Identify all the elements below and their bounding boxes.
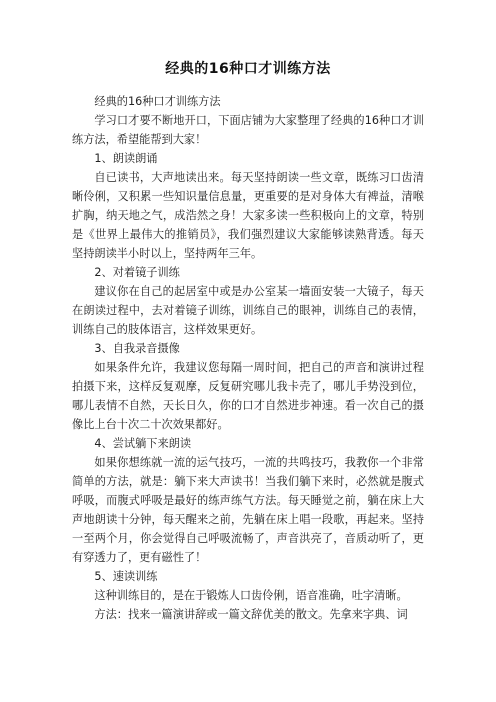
section-body-4: 如果你想练就一流的运气技巧，一流的共鸣技巧，我教你一个非常简单的方法，就是：躺下来大声读书！当我们躺下来时，必然就是腹式呼吸，而腹式呼吸是最好的练声练气方法。每天睡觉之前，躺在床上大声地朗读十分钟，每天醒来之前，先躺在床上唱一段歌，再起来。坚持一至两个月，你会觉得自己呼吸流畅了，声音洪亮了，音质动听了，更有穿透力了，更有磁性了！ [72, 456, 424, 564]
section-heading-4: 4、尝试躺下来朗读 [94, 437, 192, 450]
document-title: 经典的16种口才训练方法 [165, 61, 331, 77]
section-heading-3: 3、自我录音摄像 [94, 342, 180, 355]
section-body-1: 自已读书，大声地读出来。每天坚持朗读一些文章，既练习口齿清晰伶俐，又积累一些知识量信息量，更重要的是对身体大有裨益，清喉扩胸，纳天地之气，成浩然之身！大家多读一些积极向上的文章，特别是《世界上最伟大的推销员》，我们强烈建议大家能够读熟背透。每天坚持朗读半小时以上，坚持两年三年。 [72, 171, 424, 260]
section-heading-1: 1、朗读朗诵 [94, 152, 158, 165]
section-body-5: 这种训练目的，是在于锻炼人口齿伶俐，语音准确，吐字清晰。 [94, 589, 408, 602]
section-heading-2: 2、对着镜子训练 [94, 266, 180, 279]
intro-paragraph: 学习口才要不断地开口，下面店铺为大家整理了经典的16种口才训练方法，希望能帮到大家！ [72, 114, 424, 146]
document-subtitle: 经典的16种口才训练方法 [94, 95, 221, 108]
section-heading-5: 5、速读训练 [94, 570, 158, 583]
section-body-3: 如果条件允许，我建议您每隔一周时间，把自己的声音和演讲过程拍摄下来，这样反复观摩，反复研究哪儿我卡壳了，哪儿手势没到位，哪儿表情不自然，天长日久，你的口才自然进步神速。看一次自己的摄像比上台十次二十次效果都好。 [72, 361, 424, 431]
method-paragraph: 方法：找来一篇演讲辞或一篇文辞优美的散文。先拿来字典、词 [94, 608, 408, 621]
section-body-2: 建议你在自己的起居室中或是办公室某一墙面安装一大镜子，每天在朗读过程中，去对着镜子训练，训练自己的眼神，训练自己的表情，训练自己的肢体语言，这样效果更好。 [72, 285, 424, 336]
